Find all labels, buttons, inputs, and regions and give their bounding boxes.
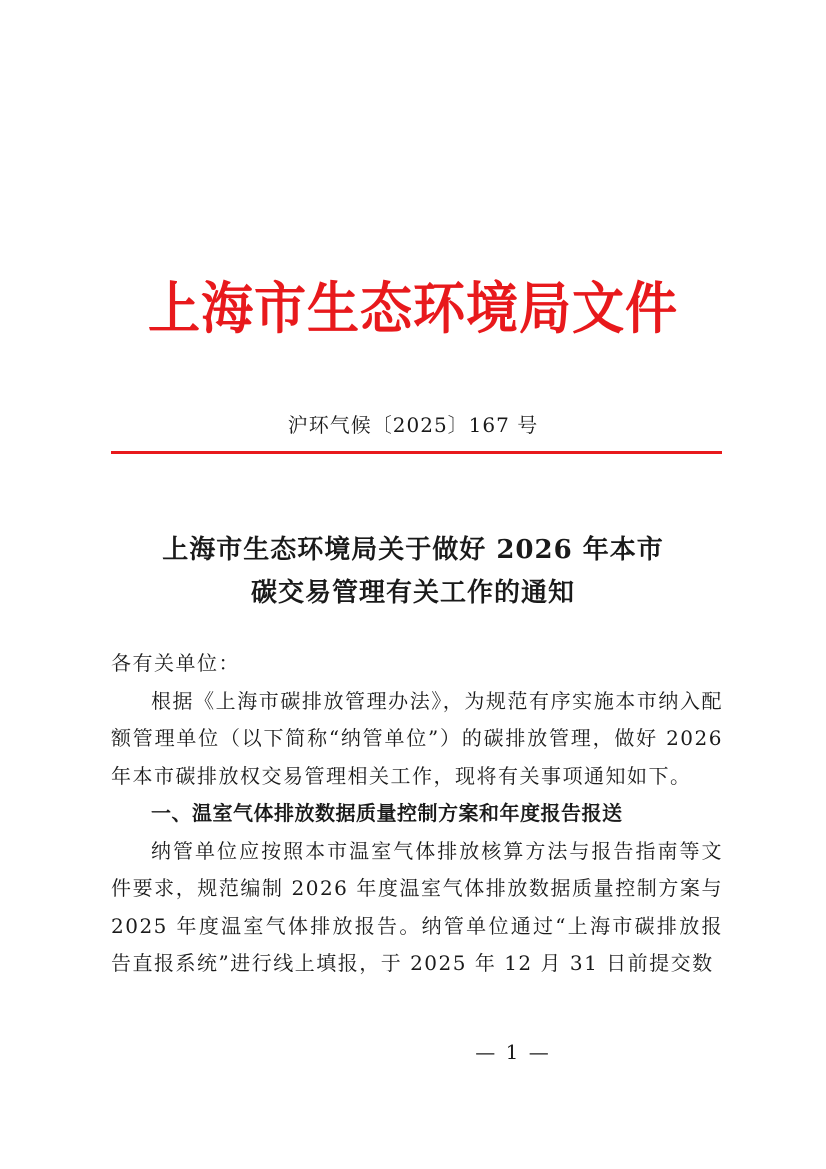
page-number: — 1 — xyxy=(475,1040,551,1064)
section-heading-1: 一、温室气体排放数据质量控制方案和年度报告报送 xyxy=(151,801,623,825)
document-number: 沪环气候〔2025〕167 号 xyxy=(287,413,539,437)
body-paragraph-1: 根据《上海市碳排放管理办法》，为规范有序实施本市纳入配额管理单位（以下简称“纳管单位”）的碳排放管理，做好 2026 年本市碳排放权交易管理相关工作，现将有关事项通知如下。 xyxy=(111,688,723,788)
title-line-2: 碳交易管理有关工作的通知 xyxy=(250,578,575,608)
body-paragraph-2: 纳管单位应按照本市温室气体排放核算方法与报告指南等文件要求，规范编制 2026 年度温室气体排放数据质量控制方案与 2025 年度温室气体排放报告。纳管单位通过“上海市碳排放报告直报系统”进行线上填报，于 2025 年 12 月 31 日前提交数 xyxy=(111,838,723,975)
salutation: 各有关单位： xyxy=(111,651,240,675)
document-body xyxy=(111,645,723,983)
document-title xyxy=(0,529,826,615)
issuer-header: 上海市生态环境局文件 xyxy=(147,277,679,342)
header-divider xyxy=(111,451,722,454)
title-line-1: 上海市生态环境局关于做好 2026 年本市 xyxy=(162,535,664,565)
